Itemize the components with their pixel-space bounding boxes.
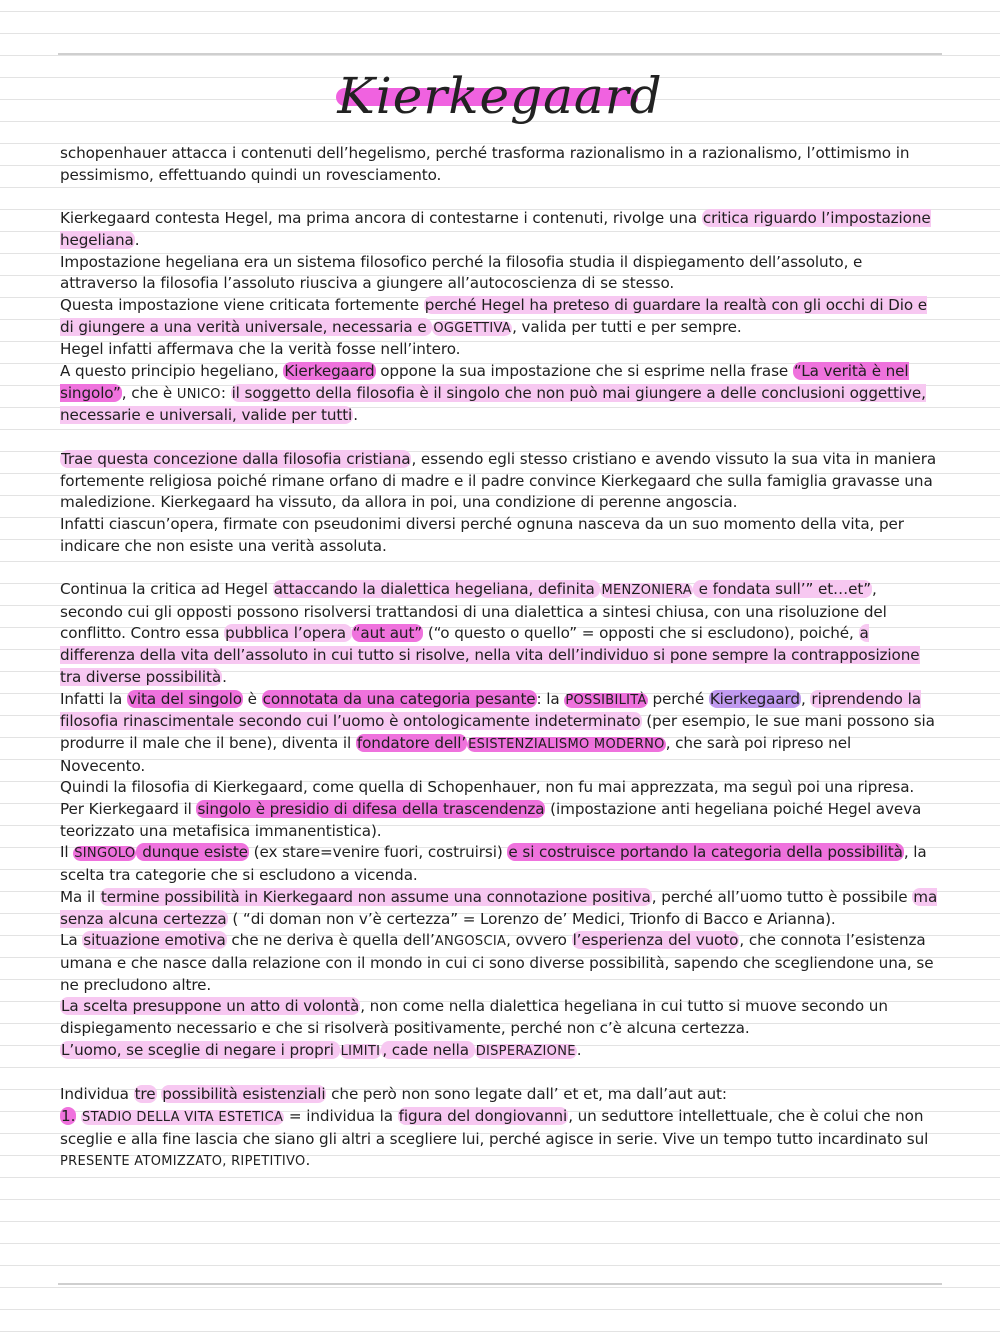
paragraph	[60, 449, 940, 514]
text-segment: , ovvero	[506, 931, 572, 950]
page-title: Kierkegaard	[337, 67, 663, 125]
paragraph	[60, 295, 940, 339]
highlighted-text: LIMITI	[340, 1043, 381, 1059]
highlighted-text: , cade nella	[382, 1040, 474, 1059]
highlighted-text: e fondata sull’” et…et”	[693, 580, 872, 599]
text-segment: : la	[536, 689, 565, 708]
paragraph	[60, 339, 940, 361]
highlighted-text: fondatore dell’	[356, 733, 467, 752]
paragraph	[60, 143, 940, 186]
text-segment: Hegel infatti affermava che la verità fosse nell’intero.	[60, 340, 461, 359]
highlighted-text: tre	[134, 1085, 156, 1104]
text-segment: è	[242, 689, 262, 708]
highlighted-text: L’uomo, se sceglie di negare i propri	[61, 1040, 339, 1059]
text-segment: PRESENTE ATOMIZZATO, RIPETITIVO	[60, 1154, 306, 1170]
text-segment: Continua la critica ad Hegel	[60, 580, 273, 599]
text-segment: = individua la	[284, 1106, 398, 1125]
paragraph	[60, 689, 940, 778]
text-segment: Impostazione hegeliana era un sistema filosofico perché la filosofia studia il dispiegamento dell’assoluto, e attraverso la filosofia l’assoluto riusciva a giungere all’autocoscienza di se stesso.	[60, 252, 863, 293]
paragraph	[60, 996, 940, 1039]
text-segment: .	[305, 1151, 311, 1170]
text-segment: Ma il	[60, 887, 100, 906]
text-segment: , secondo cui gli opposti possono risolversi trattandosi di una dialettica a sintesi chiusa, con una risoluzione del conflitto. Contro essa	[60, 580, 887, 643]
highlighted-text: perché Hegel ha preteso di guardare la realtà con gli occhi di Dio e di giungere a una verità universale, necessaria e	[60, 295, 928, 336]
highlighted-text: Kierkegaard	[284, 362, 375, 381]
text-segment: , la scelta tra categorie che si escludono a vicenda.	[60, 843, 927, 885]
highlighted-text: a differenza della vita dell’assoluto in cui tutto si risolve, nella vita dell’individuo si pone sempre la contrapposizione tra diverse possibilità	[60, 624, 920, 686]
highlighted-text: situazione emotiva	[83, 931, 226, 950]
highlighted-text: pubblica l’opera	[225, 624, 351, 643]
notes-body	[60, 143, 940, 1173]
text-segment: , perché all’uomo tutto è possibile	[651, 887, 913, 906]
highlighted-text: “La verità è nel singolo”	[60, 362, 909, 402]
highlighted-text: vita del singolo	[127, 689, 242, 708]
text-segment: Quindi la filosofia di Kierkegaard, come quella di Schopenhauer, non fu mai apprezzata, ma seguì poi una ripresa.	[60, 778, 915, 797]
highlighted-text: critica riguardo l’impostazione hegeliana	[60, 209, 931, 249]
text-segment: La	[60, 931, 83, 950]
paragraph	[60, 361, 940, 427]
highlighted-text: figura del dongiovanni	[398, 1106, 568, 1125]
highlighted-text: 1.	[61, 1106, 76, 1125]
highlighted-text: ma senza alcuna certezza	[60, 887, 938, 928]
text-segment: ANGOSCIA	[434, 934, 507, 950]
highlighted-text: singolo è presidio di difesa della trascendenza	[197, 800, 545, 819]
highlighted-text: DISPERAZIONE	[475, 1043, 576, 1059]
paragraph	[60, 252, 940, 295]
highlighted-text: “aut aut”	[352, 624, 423, 643]
text-segment: .	[222, 667, 227, 686]
text-segment: (“o questo o quello” = opposti che si escludono), poiché,	[423, 624, 859, 643]
paragraph-gap	[60, 1062, 940, 1084]
text-segment: Individua	[60, 1085, 134, 1104]
text-segment: , un seduttore intellettuale, che è colui che non sceglie e alla fine lascia che siano gli altri a scegliere lui, perché agisce in serie. Vive un tempo tutto incardinato sul	[60, 1106, 929, 1148]
paragraph	[60, 514, 940, 557]
text-segment: che però non sono legate dall’ et et, ma dall’aut aut:	[326, 1085, 727, 1104]
text-segment: oppone la sua impostazione che si esprime nella frase	[375, 362, 793, 381]
paragraph	[60, 842, 940, 886]
highlighted-text: il soggetto della filosofia è il singolo che non può mai giungere a delle conclusioni oggettive, necessarie e universali, valide per tutti	[60, 383, 926, 425]
text-segment: Infatti la	[60, 689, 127, 708]
paragraph	[60, 799, 940, 842]
text-segment: .	[576, 1040, 582, 1059]
highlighted-text: ESISTENZIALISMO MODERNO	[468, 736, 665, 752]
paragraph	[60, 1106, 940, 1173]
highlighted-text: Trae questa concezione dalla filosofia cristiana	[61, 449, 411, 468]
text-segment: Infatti ciascun’opera, firmate con pseudonimi diversi perché ognuna nasceva da un suo momento della vita, per indicare che non esiste una verità assoluta.	[60, 514, 904, 555]
text-segment: Il	[60, 843, 74, 862]
highlighted-text: OGGETTIVA	[433, 320, 512, 336]
bottom-border-line	[58, 1283, 942, 1285]
text-segment: (per esempio, le sue mani possono sia produrre il male che il bene), diventa il	[60, 712, 935, 752]
text-segment: , che è	[121, 383, 177, 402]
highlighted-text: dunque esiste	[137, 843, 248, 862]
highlighted-text: l’esperienza del vuoto	[572, 931, 739, 950]
text-segment: (ex stare=venire fuori, costruirsi)	[248, 843, 508, 862]
text-segment: Per Kierkegaard il	[60, 800, 197, 819]
paragraph	[60, 1040, 940, 1063]
text-segment: .	[353, 406, 358, 425]
highlighted-text: Kierkegaard	[709, 689, 800, 708]
highlighted-text: riprendendo la filosofia rinascimentale secondo cui l’uomo è ontologicamente indeterminato	[60, 689, 921, 731]
text-segment: :	[220, 383, 231, 402]
paragraph	[60, 1084, 940, 1106]
text-segment: Kierkegaard contesta Hegel, ma prima ancora di contestarne i contenuti, rivolge una	[60, 209, 702, 228]
title-area	[0, 58, 1000, 140]
text-segment: UNICO	[176, 386, 221, 402]
highlighted-text: STADIO DELLA VITA ESTETICA	[82, 1109, 284, 1125]
paragraph-gap	[60, 557, 940, 579]
paragraph-gap	[60, 427, 940, 449]
text-segment: che ne deriva è quella dell’	[226, 931, 435, 950]
paragraph	[60, 887, 940, 930]
paragraph	[60, 930, 940, 996]
text-segment: , che sarà poi ripreso nel Novecento.	[60, 733, 852, 775]
paragraph-gap	[60, 186, 940, 208]
highlighted-text: La scelta presuppone un atto di volontà	[61, 997, 360, 1016]
highlighted-text: MENZONIERA	[601, 583, 692, 599]
highlighted-text: POSSIBILITÀ	[565, 692, 647, 708]
text-segment: (impostazione anti hegeliana poiché Hegel aveva teorizzato una metafisica immanentistica).	[60, 800, 922, 840]
text-segment: Questa impostazione viene criticata fortemente	[60, 295, 424, 314]
text-segment: perché	[647, 689, 709, 708]
text-segment: .	[134, 230, 140, 249]
text-segment: ( “di doman non v’è certezza” = Lorenzo de’ Medici, Trionfo di Bacco e Arianna).	[227, 909, 836, 928]
highlighted-text: termine possibilità in Kierkegaard non assume una connotazione positiva	[100, 887, 651, 906]
text-segment: A questo principio hegeliano,	[60, 362, 284, 381]
paragraph	[60, 579, 940, 689]
text-segment: ,	[800, 689, 811, 708]
highlighted-text: connotata da una categoria pesante	[262, 689, 536, 708]
highlighted-text: e si costruisce portando la categoria della possibilità	[508, 843, 903, 862]
text-segment: schopenhauer attacca i contenuti dell’hegelismo, perché trasforma razionalismo in a razionalismo, l’ottimismo in pessimismo, effettuando quindi un rovesciamento.	[60, 144, 910, 184]
text-segment: , essendo egli stesso cristiano e avendo vissuto la sua vita in maniera fortemente religiosa poiché rimane orfano di madre e il padre convince Kierkegaard che sulla famiglia gravasse una maledizione. Kierkegaard ha vissuto, da allora in poi, una condizione di perenne angoscia.	[60, 449, 937, 512]
text-segment: , valida per tutti e per sempre.	[512, 317, 742, 336]
text-segment: , che connota l’esistenza umana e che nasce dalla relazione con il mondo in cui ci sono diverse possibilità, sapendo che scegliendone una, se ne precludono altre.	[60, 931, 934, 994]
paragraph	[60, 208, 940, 251]
highlighted-text: possibilità esistenziali	[162, 1085, 326, 1104]
paragraph	[60, 777, 940, 799]
highlighted-text: SINGOLO	[74, 846, 136, 862]
top-border-line	[58, 53, 942, 55]
text-segment: , non come nella dialettica hegeliana in cui tutto si muove secondo un dispiegamento necessario e che si risolverà positivamente, perché non c’è alcuna certezza.	[60, 997, 888, 1038]
highlighted-text: attaccando la dialettica hegeliana, definita	[273, 580, 600, 599]
